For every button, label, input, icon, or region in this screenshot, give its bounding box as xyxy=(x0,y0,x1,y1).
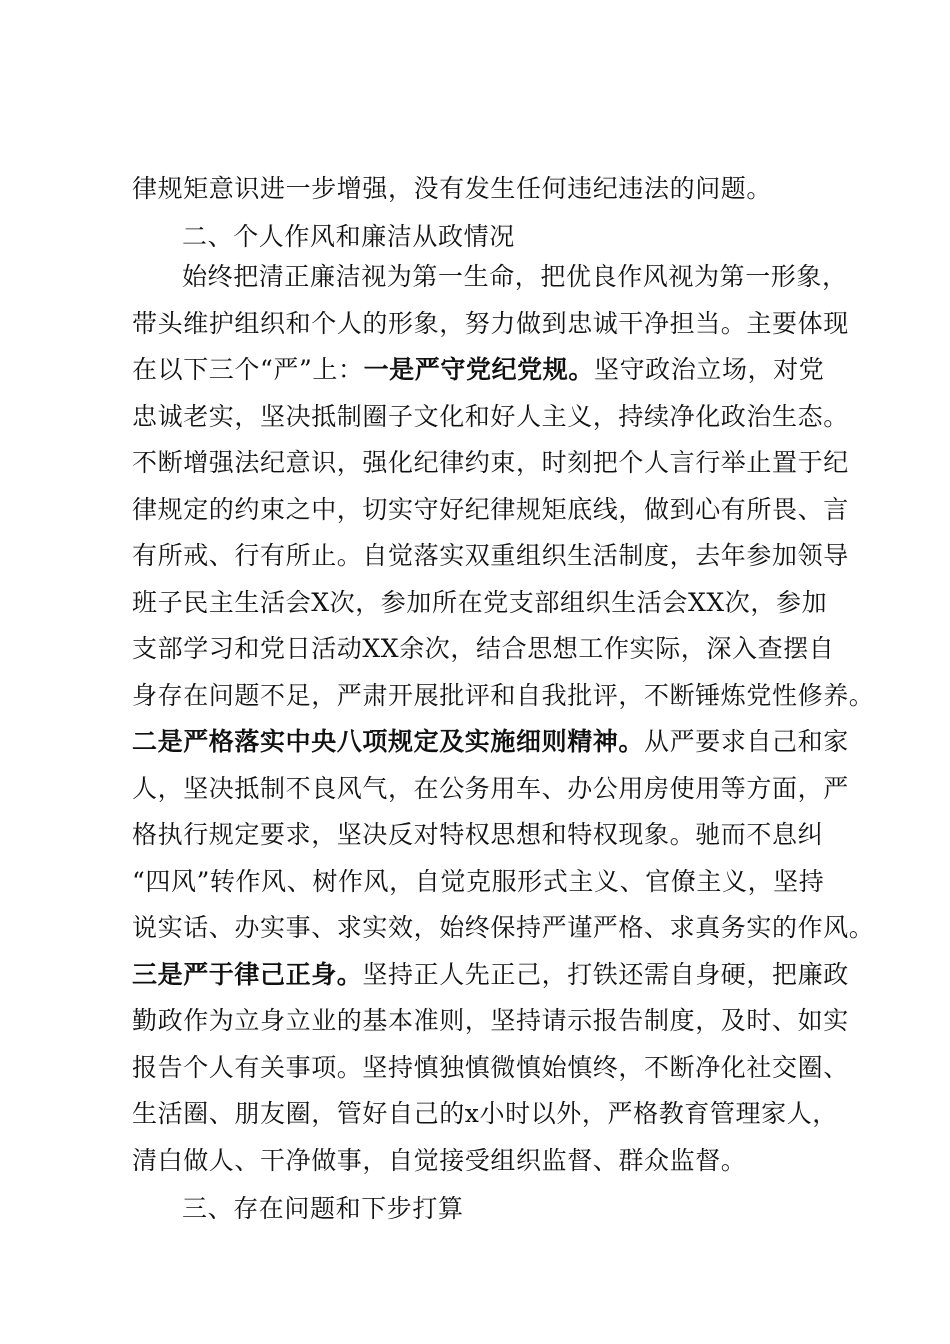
paragraph-line xyxy=(132,725,849,759)
paragraph-line: 格执行规定要求，坚决反对特权思想和特权现象。驰而不息纠 xyxy=(132,820,824,849)
paragraph-line: 人，坚决抵制不良风气，在公务用车、办公用房使用等方面，严 xyxy=(132,774,849,803)
paragraph-line: 勤政作为立身立业的基本准则，坚持请示报告制度，及时、如实 xyxy=(132,1006,849,1035)
paragraph-text: 从严要求自己和家 xyxy=(644,727,849,756)
paragraph-line: 带头维护组织和个人的形象，努力做到忠诚干净担当。主要体现 xyxy=(132,309,849,338)
paragraph-line: 生活圈、朋友圈，管好自己的x小时以外，严格教育管理家人， xyxy=(132,1099,838,1128)
paragraph-text: 在以下三个“严”上： xyxy=(132,355,364,384)
bold-point-1: 一是严守党纪党规。 xyxy=(363,355,594,384)
section-heading-2: 二、个人作风和廉洁从政情况 xyxy=(182,222,515,251)
bold-point-2: 二是严格落实中央八项规定及实施细则精神。 xyxy=(132,727,645,756)
paragraph-line: 报告个人有关事项。坚持慎独慎微慎始慎终，不断净化社交圈、 xyxy=(132,1053,849,1082)
paragraph-line: 始终把清正廉洁视为第一生命，把优良作风视为第一形象， xyxy=(182,262,848,291)
paragraph-line: 律规定的约束之中，切实守好纪律规矩底线，做到心有所畏、言 xyxy=(132,495,849,524)
paragraph-line: 身存在问题不足，严肃开展批评和自我批评，不断锤炼党性修养。 xyxy=(132,681,875,710)
paragraph-line xyxy=(132,353,825,387)
paragraph-line xyxy=(132,958,849,992)
paragraph-line: 律规矩意识进一步增强，没有发生任何违纪违法的问题。 xyxy=(132,174,773,203)
paragraph-line: 忠诚老实，坚决抵制圈子文化和好人主义，持续净化政治生态。 xyxy=(132,402,849,431)
paragraph-text: 坚持正人先正己，打铁还需自身硬，把廉政 xyxy=(362,960,849,989)
paragraph-line: 支部学习和党日活动XX余次，结合思想工作实际，深入查摆自 xyxy=(132,634,835,663)
paragraph-text: 坚守政治立场，对党 xyxy=(593,355,825,384)
paragraph-line: 不断增强法纪意识，强化纪律约束，时刻把个人言行举止置于纪 xyxy=(132,448,849,477)
paragraph-line: 清白做人、干净做事，自觉接受组织监督、群众监督。 xyxy=(132,1146,747,1175)
paragraph-line: “四风”转作风、树作风，自觉克服形式主义、官僚主义，坚持 xyxy=(132,867,825,896)
paragraph-line: 说实话、办实事、求实效，始终保持严谨严格、求真务实的作风。 xyxy=(132,913,875,942)
paragraph-line: 有所戒、行有所止。自觉落实双重组织生活制度，去年参加领导 xyxy=(132,541,849,570)
bold-point-3: 三是严于律己正身。 xyxy=(132,960,363,989)
paragraph-line: 班子民主生活会X次，参加所在党支部组织生活会XX次，参加 xyxy=(132,588,828,617)
section-heading-3: 三、存在问题和下步打算 xyxy=(182,1194,464,1223)
